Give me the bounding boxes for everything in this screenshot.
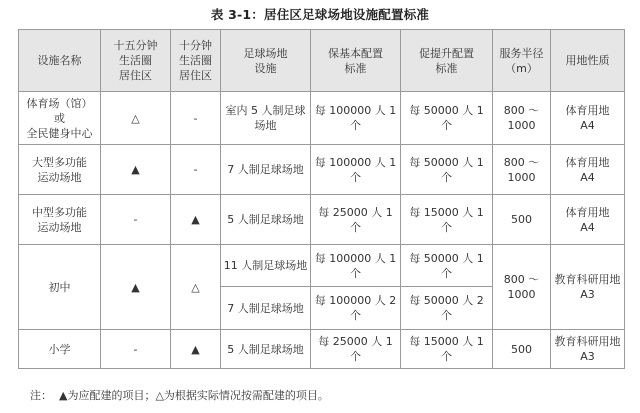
cell-field: 7 人制足球场地 (221, 145, 311, 195)
table-row (19, 145, 625, 195)
header-name: 设施名称 (19, 30, 101, 92)
header-radius: 服务半径 （m） (493, 30, 551, 92)
cell-ten-min: - (171, 145, 221, 195)
table-row (19, 245, 625, 287)
cell-basic: 每 100000 人 1 个 (311, 245, 401, 287)
cell-landuse: 体育用地 A4 (551, 145, 625, 195)
cell-field: 5 人制足球场地 (221, 330, 311, 369)
facility-standard-table (18, 29, 625, 369)
cell-fifteen-min: ▲ (101, 145, 171, 195)
cell-name: 大型多功能 运动场地 (19, 145, 101, 195)
table-container (18, 29, 624, 369)
cell-radius: 500 (493, 195, 551, 245)
cell-field: 11 人制足球场地 (221, 245, 311, 287)
cell-landuse: 体育用地 A4 (551, 195, 625, 245)
cell-name: 中型多功能 运动场地 (19, 195, 101, 245)
cell-name: 小学 (19, 330, 101, 369)
cell-basic: 每 100000 人 1 个 (311, 92, 401, 145)
cell-field: 5 人制足球场地 (221, 195, 311, 245)
cell-ten-min: ▲ (171, 330, 221, 369)
cell-radius: 800 ～ 1000 (493, 92, 551, 145)
cell-radius: 500 (493, 330, 551, 369)
table-title: 表 3-1：居住区足球场地设施配置标准 (210, 7, 430, 22)
cell-landuse: 教育科研用地 A3 (551, 245, 625, 330)
cell-improve: 每 50000 人 2 个 (401, 287, 493, 330)
cell-landuse: 体育用地 A4 (551, 92, 625, 145)
cell-improve: 每 15000 人 1 个 (401, 330, 493, 369)
cell-ten-min: ▲ (171, 195, 221, 245)
cell-improve: 每 50000 人 1 个 (401, 92, 493, 145)
table-note: 注： ▲为应配建的项目；△为根据实际情况按需配建的项目。 (30, 389, 329, 402)
table-row (19, 92, 625, 145)
cell-fifteen-min: △ (101, 92, 171, 145)
cell-basic: 每 100000 人 1 个 (311, 145, 401, 195)
cell-name: 初中 (19, 245, 101, 330)
header-fifteen-min: 十五分钟 生活圈 居住区 (101, 30, 171, 92)
cell-fifteen-min: - (101, 330, 171, 369)
cell-landuse: 教育科研用地 A3 (551, 330, 625, 369)
cell-field: 室内 5 人制足球 场地 (221, 92, 311, 145)
header-landuse: 用地性质 (551, 30, 625, 92)
cell-name: 体育场（馆） 或 全民健身中心 (19, 92, 101, 145)
cell-basic: 每 25000 人 1 个 (311, 330, 401, 369)
table-row (19, 195, 625, 245)
cell-improve: 每 15000 人 1 个 (401, 195, 493, 245)
header-basic: 保基本配置 标准 (311, 30, 401, 92)
header-ten-min: 十分钟 生活圈 居住区 (171, 30, 221, 92)
table-row (19, 330, 625, 369)
cell-radius: 800 ～ 1000 (493, 245, 551, 330)
cell-basic: 每 25000 人 1 个 (311, 195, 401, 245)
header-field: 足球场地 设施 (221, 30, 311, 92)
cell-field: 7 人制足球场地 (221, 287, 311, 330)
header-improve: 促提升配置 标准 (401, 30, 493, 92)
cell-ten-min: △ (171, 245, 221, 330)
cell-basic: 每 100000 人 2 个 (311, 287, 401, 330)
cell-fifteen-min: - (101, 195, 171, 245)
cell-improve: 每 50000 人 1 个 (401, 145, 493, 195)
cell-radius: 800 ～ 1000 (493, 145, 551, 195)
cell-fifteen-min: ▲ (101, 245, 171, 330)
cell-improve: 每 50000 人 1 个 (401, 245, 493, 287)
header-row (19, 30, 625, 92)
cell-ten-min: - (171, 92, 221, 145)
